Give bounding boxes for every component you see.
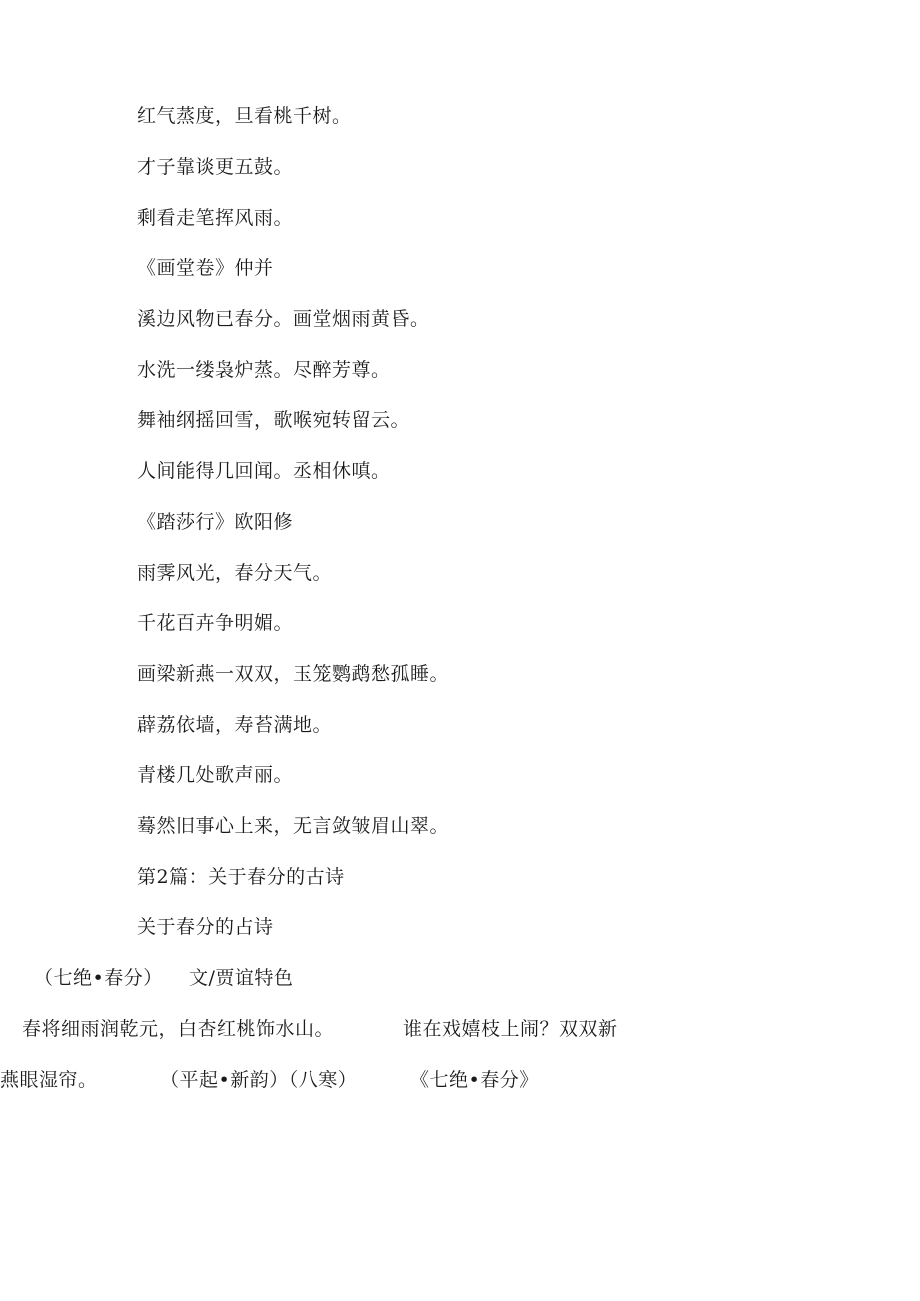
text-line: 蓦然旧事心上来，无言敛皱眉山翠。	[137, 815, 450, 837]
text-line: 雨霁风光，春分天气。	[137, 562, 333, 584]
section-subheading: 关于春分的占诗	[137, 916, 274, 938]
poem-line-part: 《七绝•春分》	[410, 1069, 539, 1091]
text-line: 红气蒸度，旦看桃千树。	[137, 105, 352, 127]
poem-subtitle-title: （七绝•春分）	[34, 967, 163, 989]
poem-title: 《画堂卷》仲并	[137, 257, 274, 279]
poem-line	[0, 1017, 780, 1041]
poem-line-part: 春将细雨润乾元，白杏红桃饰水山。	[22, 1018, 335, 1040]
poem-title: 《踏莎行》欧阳修	[137, 511, 294, 533]
poem-line-part: （平起•新韵）（八寒）	[160, 1069, 358, 1091]
section-heading: 第2篇：关于春分的古诗	[137, 866, 345, 888]
text-line: 薜荔依墙，寿苔满地。	[137, 714, 333, 736]
poem-subtitle-author: 文/贾谊特色	[189, 967, 294, 989]
text-line: 人间能得几回闻。丞相休嗔。	[137, 460, 391, 482]
text-line: 水洗一缕袅炉蒸。尽醉芳尊。	[137, 359, 391, 381]
poem-subtitle	[0, 966, 780, 990]
text-line: 舞袖纲摇回雪，歌喉宛转留云。	[137, 409, 411, 431]
text-line: 千花百卉争明媚。	[137, 612, 294, 634]
poem-line	[0, 1068, 780, 1092]
text-line: 才子靠谈更五鼓。	[137, 156, 294, 178]
text-line: 溪边风物已春分。画堂烟雨黄昏。	[137, 308, 430, 330]
text-line: 剩看走笔挥风雨。	[137, 207, 294, 229]
text-line: 青楼几处歌声丽。	[137, 764, 294, 786]
poem-line-part: 谁在戏嬉枝上闹？双双新	[403, 1018, 618, 1040]
poem-line-part: 燕眼湿帘。	[0, 1069, 98, 1091]
text-line: 画梁新燕一双双，玉笼鹦鹉愁孤睡。	[137, 663, 450, 685]
